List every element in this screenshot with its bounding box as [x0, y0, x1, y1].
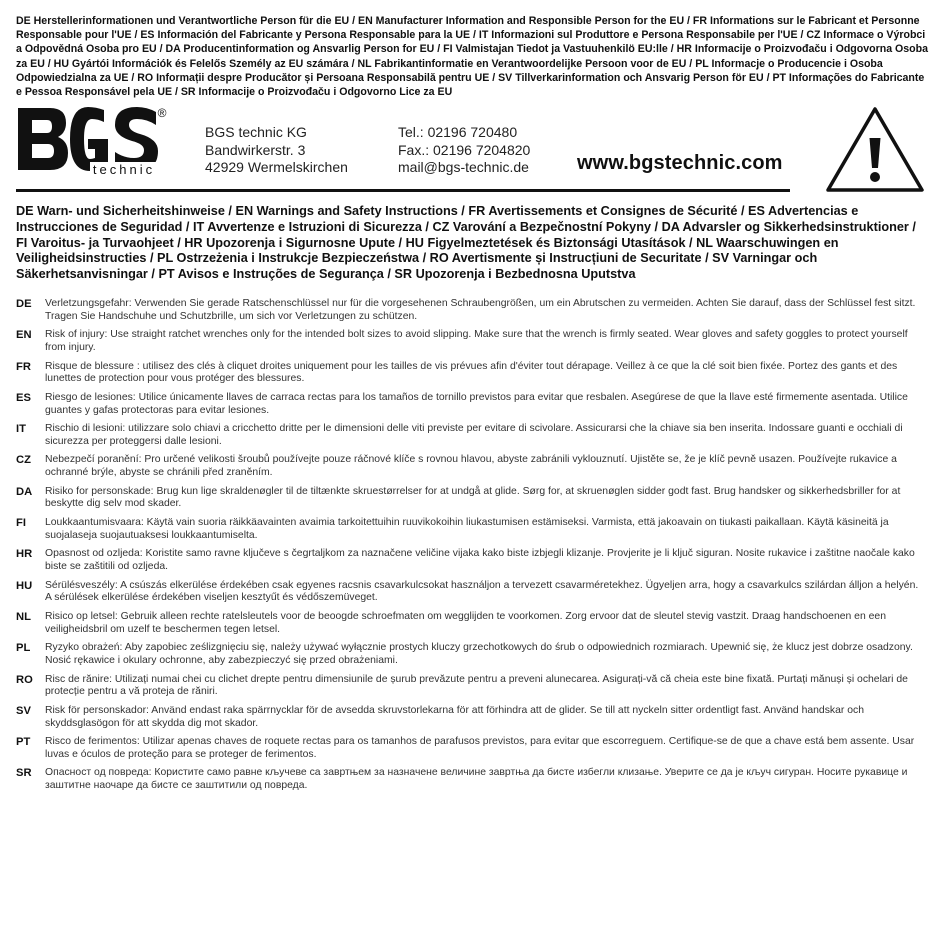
instruction-sr [16, 767, 920, 798]
instruction-hr [16, 548, 920, 579]
company-tel: Tel.: 02196 720480 [398, 124, 518, 140]
language-code: FR [16, 360, 31, 373]
instruction-da [16, 486, 920, 517]
language-code: FI [16, 517, 26, 530]
language-code: PL [16, 642, 31, 655]
company-address [205, 124, 348, 177]
instruction-en [16, 329, 920, 360]
instruction-text: Risiko for personskade: Brug kun lige skraldenøgler til de tiltænkte skruestørrelser for at undgå at glide. Sørg for, at skruenøglen sidder godt fast. Brug handsker og sikkerhedsbriller for at beskytte dig selv mod skader. [45, 485, 901, 510]
instruction-text: Risc de rănire: Utilizați numai chei cu clichet drepte pentru dimensiunile de șurub prevăzute pentru a preveni alunecarea. Asigurați-vă că cheia este bine fixată. Purtați mănuși și ochelari de protecție pentru a vă proteja de răniri. [45, 673, 908, 698]
instruction-pt [16, 736, 920, 767]
instruction-it [16, 423, 920, 454]
header-divider [16, 189, 790, 192]
language-code: PT [16, 736, 31, 749]
bgs-logo [16, 106, 168, 176]
instruction-cz [16, 454, 920, 485]
instruction-fi [16, 517, 920, 548]
instruction-text: Risico op letsel: Gebruik alleen rechte ratelsleutels voor de beoogde schroefmaten om wegglijden te voorkomen. Zorg ervoor dat de sleutel stevig vastzit. Draag handschoenen en een veiligheidsbril om uzelf te beschermen tegen letsel. [45, 610, 886, 635]
instruction-text: Ryzyko obrażeń: Aby zapobiec ześlizgnięciu się, należy używać wyłącznie prostych kluczy grzechotkowych do śrub o odpowiednich rozmiarach. Upewnić się, że klucz jest dobrze osadzony. Nosić rękawice i okulary ochronne, aby zabezpieczyć się przed obrażeniami. [45, 642, 913, 666]
language-code: IT [16, 423, 26, 436]
language-code: SV [16, 704, 31, 717]
language-code: CZ [16, 454, 31, 467]
instruction-fr [16, 361, 920, 392]
warning-triangle-icon [824, 104, 926, 194]
language-code: RO [16, 673, 33, 686]
instruction-text: Risk of injury: Use straight ratchet wrenches only for the intended bolt sizes to avoid slipping. Make sure that the wrench is firmly seated. Wear gloves and safety goggles to protect yourself from injury. [45, 329, 908, 353]
company-mail: mail@bgs-technic.de [398, 159, 529, 175]
safety-instructions-list [16, 298, 920, 799]
language-code: DA [16, 485, 33, 498]
registered-mark: ® [157, 106, 167, 120]
instruction-text: Risco de ferimentos: Utilizar apenas chaves de roquete rectas para os tamanhos de parafusos previstos, para evitar que escorreguem. Certifique-se de que a chave está bem assente. Usar luvas e óculos de proteção para se proteger de ferimentos. [45, 736, 915, 760]
instruction-de [16, 298, 920, 329]
instruction-text: Opasnost od ozljeda: Koristite samo ravne ključeve s čegrtaljkom za naznačene veličine vijaka kako biste izbjegli klizanje. Provjerite je li ključ siguran. Nosite rukavice i zaštitne naočale kako biste se zaštitili od ozljeda. [45, 548, 915, 573]
instruction-ro [16, 674, 920, 705]
logo-subtitle: technic [92, 162, 156, 176]
instruction-text: Verletzungsgefahr: Verwenden Sie gerade Ratschenschlüssel nur für die vorgesehenen Schraubengrößen, um ein Abrutschen zu vermeiden. Achten Sie darauf, dass der Schlüssel fest sitzt. Tragen Sie Handschuhe und Schutzbrille, um sich vor Verletzungen zu schützen. [45, 298, 916, 322]
instruction-hu [16, 580, 920, 611]
company-fax: Fax.: 02196 7204820 [398, 141, 531, 158]
language-code: SR [16, 767, 32, 780]
warnings-heading: DE Warn- und Sicherheitshinweise / EN Warnings and Safety Instructions / FR Avertissements et Consignes de Sécurité / ES Advertencias e Instrucciones de Seguridad / IT Avvertenze e Istruzioni di Sicurezza / CZ Varování a Bezpečnostní Pokyny / DA Advarsler og Sikkerhedsinstruktioner / FI Varoitus- ja Turvaohjeet / HR Upozorenja i Sigurnosne Upute / HU Figyelmeztetések és Biztonsági Utasítások / NL Waarschuwingen en Veiligheidsinstructies / PL Ostrzeżenia i Instrukcje Bezpieczeństwa / RO Avertismente și Instrucțiuni de Securitate / SV Varningar och Säkerhetsanvisningar / PT Avisos e Instruções de Segurança / SR Upozorenja i Bezbednosna Uputstva [16, 204, 916, 282]
language-code: HU [16, 579, 33, 592]
language-code: HR [16, 548, 33, 561]
company-city: 42929 Wermelskirchen [205, 159, 348, 175]
instruction-text: Riesgo de lesiones: Utilice únicamente llaves de carraca rectas para los tamaños de tornillo previstos para evitar que resbalen. Asegúrese de que la llave esté firmemente asentada. Utilice guantes y gafas protectoras para evitar lesiones. [45, 391, 908, 416]
instruction-text: Опасност од повреда: Користите само равне кључеве са завртњем за назначене величине завртња да бисте избегли клизање. Уверите се да је кључ сигуран. Носите рукавице и заштитне наочаре да бисте се заштитили од повреда. [45, 767, 908, 792]
instruction-text: Loukkaantumisvaara: Käytä vain suoria räikkäavainten avaimia tarkoitettuihin ruuvikokoihin liukastumisen estämiseksi. Varmista, että jakoavain on tiukasti paikallaan. Käytä käsineitä ja suojalaseja suojautuaksesi loukkaantumiselta. [45, 517, 889, 541]
language-code: DE [16, 298, 32, 310]
company-street: Bandwirkerstr. 3 [205, 141, 306, 158]
instruction-text: Sérülésveszély: A csúszás elkerülése érdekében csak egyenes racsnis csavarkulcsokat használjon a tervezett csavarméretekhez. Ügyeljen arra, hogy a csavarkulcs szilárdan álljon a helyén. A sérülések elkerülése érdekében viseljen kesztyűt és védőszemüveget. [45, 579, 919, 604]
instruction-nl [16, 611, 920, 642]
instruction-sv [16, 705, 920, 736]
company-name: BGS technic KG [205, 124, 307, 140]
language-code: EN [16, 329, 32, 342]
instruction-text: Risk för personskador: Använd endast raka spärrnycklar för de avsedda skruvstorlekarna för att förhindra att de glider. Se till att nyckeln sitter ordentligt fast. Använd handskar och skyddsglasögon för att skydda dig mot skador. [45, 704, 864, 729]
instruction-es [16, 392, 920, 423]
company-website: www.bgstechnic.com [577, 152, 783, 174]
company-contact [398, 124, 530, 177]
instruction-text: Rischio di lesioni: utilizzare solo chiavi a cricchetto dritte per le dimensioni delle viti previste per evitare di scivolare. Assicurarsi che la chiave sia ben inserita. Indossare guanti e occhiali di sicurezza per proteggersi dalle lesioni. [45, 423, 903, 447]
language-code: ES [16, 391, 31, 404]
instruction-text: Nebezpečí poranění: Pro určené velikosti šroubů používejte pouze ráčnové klíče s rovnou hlavou, abyste zabránili vyklouznutí. Ujistěte se, že je klíč pevně usazen. Používejte rukavice a ochranné brýle, abyste se chránili před zraněním. [45, 454, 897, 479]
language-code: NL [16, 610, 31, 623]
manufacturer-info-heading: DE Herstellerinformationen und Verantwortliche Person für die EU / EN Manufacturer Information and Responsible Person for the EU / FR Informations sur le Fabricant et Personne Responsable pour l'UE / ES Información del Fabricante y Persona Responsable para la UE / IT Informazioni sul Produttore e Persona Responsabile per l'UE / CZ Informace o Výrobci a Odpovědná Osoba pro EU / DA Producentinformation og Ansvarlig Person for EU / FI Valmistajan Tiedot ja Vastuuhenkilö EU:lle / HR Informacije o Proizvođaču i Odgovorna Osoba za EU / HU Gyártói Információk és Felelős Személy az EU számára / NL Fabrikantinformatie en Verantwoordelijke Persoon voor de EU / PL Informacje o Producencie i Osoba Odpowiedzialna za UE / RO Informații despre Producător și Persoana Responsabilă pentru UE / SV Tillverkarinformation och Ansvarig Person för EU / PT Informações do Fabricante e Pessoa Responsável pela UE / SR Informacije o Proizvođaču i Odgovorno Lice za EU [16, 15, 928, 99]
instruction-text: Risque de blessure : utilisez des clés à cliquet droites uniquement pour les tailles de vis prévues afin d'éviter tout dérapage. Veillez à ce que la clé soit bien fixée. Portez des gants et des lunettes de protection pour vous protéger des blessures. [45, 360, 898, 385]
instruction-pl [16, 642, 920, 673]
